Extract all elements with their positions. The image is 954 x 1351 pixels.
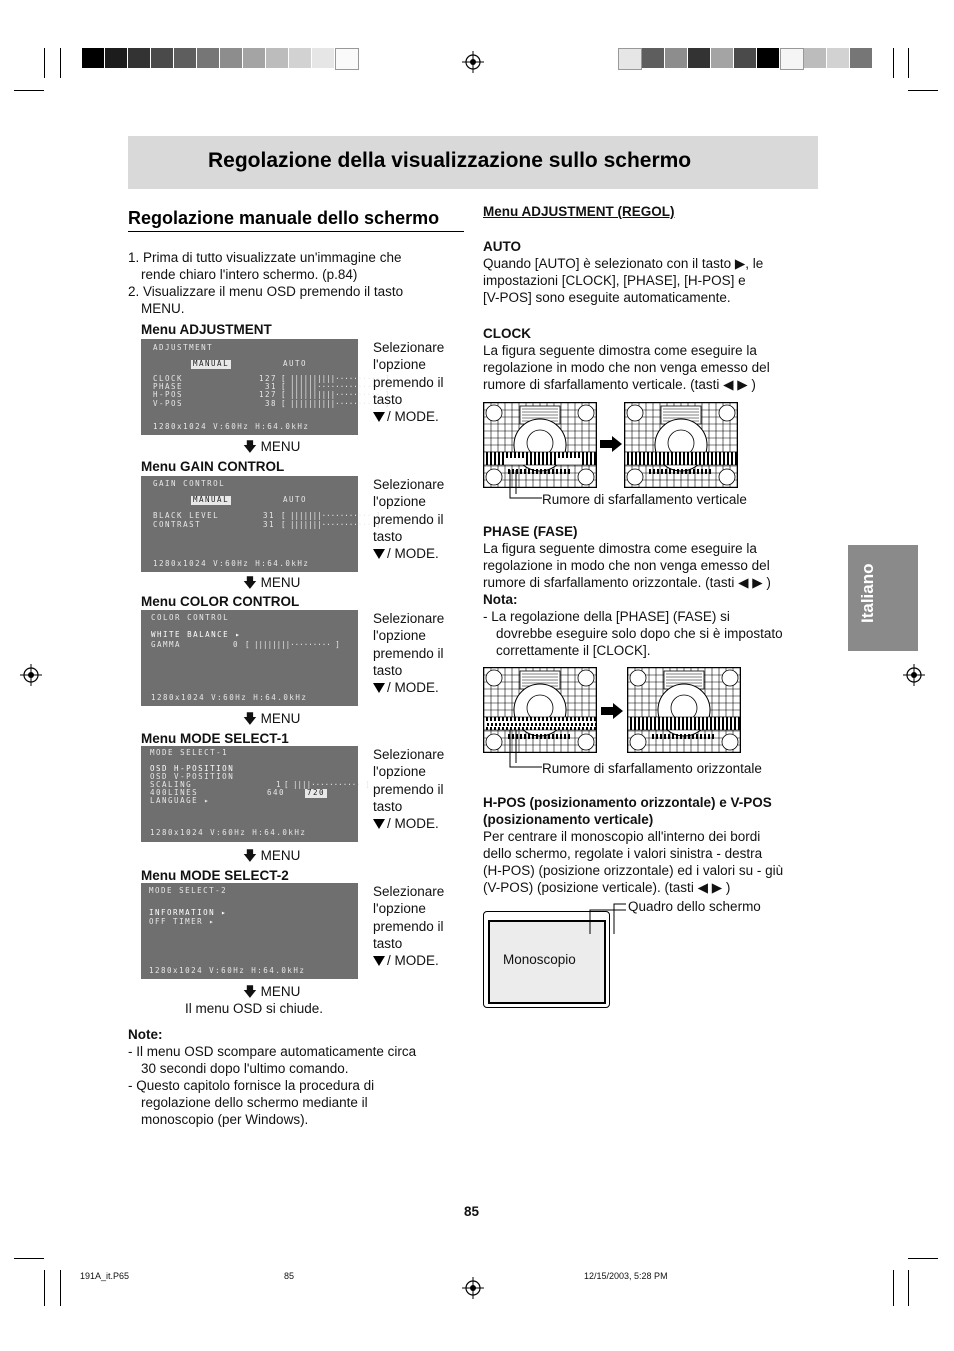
select-line: / MODE. [387, 816, 439, 832]
right-arrow-icon [600, 436, 622, 452]
osd-row-label: CONTRAST [153, 520, 202, 529]
select-line: l'opzione [373, 357, 426, 373]
menu-arrow-label: MENU [260, 439, 301, 454]
osd-screen [141, 476, 381, 572]
clock-line: regolazione in modo che non venga emesso del [483, 360, 770, 375]
osd-row-value: 31 [263, 511, 276, 520]
osd-row-label: PHASE [153, 382, 184, 391]
hpos-line: (H-POS) (posizione orizzontale) ed i valori su - giù [483, 863, 784, 878]
note-line: - Questo capitolo fornisce la procedura di [128, 1078, 375, 1093]
phase-line: La figura seguente dimostra come eseguire la [483, 541, 757, 556]
phase-line: rumore di sfarfallamento orizzontale. (tasti ◀ ▶ ) [483, 575, 771, 590]
registration-mark-icon [903, 664, 925, 686]
osd-row-bar: [ |||||||··········· ] [281, 520, 381, 529]
menu-arrow: 🡇 MENU [243, 848, 301, 863]
down-arrow-icon [373, 549, 385, 559]
step-line: 1. Prima di tutto visualizzate un'immagine che [128, 250, 402, 265]
note-line: - Il menu OSD scompare automaticamente circa [128, 1044, 417, 1059]
osd-header: MODE SELECT-1 [150, 748, 229, 757]
phase-caption: Rumore di sfarfallamento orizzontale [542, 761, 762, 776]
step-line: rende chiaro l'intero schermo. (p.84) [141, 267, 358, 282]
phase-section [483, 523, 828, 659]
menu-arrow-label: MENU [260, 984, 301, 999]
page-number: 85 [464, 1204, 480, 1219]
osd-row-label: BLACK LEVEL [153, 511, 220, 520]
auto-line: impostazioni [CLOCK], [PHASE], [H-POS] e [483, 273, 746, 288]
osd-row-bar: [ |||||||··········· ] [281, 511, 381, 520]
hpos-title: H-POS (posizionamento orizzontale) e V-POS [483, 795, 772, 810]
select-line: l'opzione [373, 901, 426, 917]
osd-row-label: OFF TIMER ▸ [149, 917, 216, 926]
osd-row-label: INFORMATION ▸ [149, 908, 228, 917]
clock-title: CLOCK [483, 326, 531, 341]
auto-line: [V-POS] sono eseguite automaticamente. [483, 290, 731, 305]
select-line: premendo il [373, 645, 444, 661]
clock-line: La figura seguente dimostra come eseguire la [483, 343, 757, 358]
osd-row-value: 0 [233, 640, 240, 649]
osd-row-value: 127 [259, 390, 278, 399]
menu-title: Menu MODE SELECT-2 [141, 868, 289, 883]
osd-row-bar: [ ||||||||········· ] [245, 640, 340, 649]
note-line: 30 secondi dopo l'ultimo comando. [141, 1061, 349, 1076]
select-instruction [373, 883, 463, 969]
osd-header: MODE SELECT-2 [149, 886, 228, 895]
select-line: l'opzione [373, 628, 426, 644]
osd-row-label: H-POS [153, 390, 184, 399]
auto-line: Quando [AUTO] è selezionato con il tasto ▶, le [483, 256, 764, 271]
select-instruction [373, 610, 463, 696]
select-line: Selezionare [373, 884, 445, 899]
osd-close-text: Il menu OSD si chiude. [185, 1001, 324, 1016]
caption-leader-line [588, 900, 628, 936]
osd-row-option-selected: 720 [307, 788, 326, 797]
select-line: Selezionare [373, 747, 445, 762]
hpos-line: dello schermo, regolate i valori sinistra - destra [483, 846, 763, 861]
auto-section [483, 238, 823, 306]
osd-row-label: GAMMA [151, 640, 182, 649]
caption-leader-line [508, 730, 544, 770]
osd-mode-manual: MANUAL [193, 359, 230, 368]
osd-footer: 1280x1024 V:60Hz H:64.0kHz [153, 559, 310, 568]
clock-caption: Rumore di sfarfallamento verticale [542, 492, 747, 507]
select-line: Selezionare [373, 477, 445, 492]
select-line: l'opzione [373, 764, 426, 780]
screen-frame-caption: Quadro dello schermo [628, 899, 761, 914]
auto-title: AUTO [483, 239, 522, 254]
osd-row-label: SCALING [150, 780, 193, 789]
osd-header: GAIN CONTROL [153, 479, 226, 488]
section-divider [128, 231, 464, 232]
caption-leader-line [508, 470, 544, 502]
osd-header: ADJUSTMENT [153, 343, 214, 352]
select-instruction [373, 339, 463, 425]
title-band [128, 136, 818, 189]
osd-row-label: 400LINES [150, 788, 199, 797]
menu-arrow: 🡇 MENU [243, 575, 301, 590]
osd-footer: 1280x1024 V:60Hz H:64.0kHz [151, 693, 308, 702]
hpos-line: Per centrare il monoscopio all'interno dei bordi [483, 829, 761, 844]
osd-row-label: V-POS [153, 399, 184, 408]
select-line: Selezionare [373, 611, 445, 626]
nota-line: correttamente il [CLOCK]. [496, 643, 651, 658]
osd-footer: 1280x1024 V:60Hz H:64.0kHz [149, 966, 306, 975]
notes-title: Note: [128, 1027, 163, 1042]
osd-row-bar: [ ||||||·············· ] [281, 382, 390, 391]
osd-row-label: CLOCK [153, 374, 184, 383]
page-title: Regolazione della visualizzazione sullo schermo [208, 149, 692, 172]
osd-row-value: 1 [276, 780, 283, 789]
select-line: tasto [373, 935, 403, 951]
osd-row-bar: [ ||||||||||·········· ] [281, 374, 390, 383]
select-line: premendo il [373, 781, 444, 797]
osd-row-label: WHITE BALANCE ▸ [151, 630, 242, 639]
phase-title: PHASE (FASE) [483, 524, 578, 539]
language-tab-label: Italiano [858, 563, 877, 623]
osd-row-value: 127 [259, 374, 278, 383]
osd-header: COLOR CONTROL [151, 613, 230, 622]
osd-row-label: OSD V-POSITION [150, 772, 235, 781]
test-pattern-clean [624, 402, 738, 488]
osd-mode-auto: AUTO [283, 359, 308, 368]
osd-row-value: 38 [265, 399, 278, 408]
nota-title: Nota: [483, 592, 518, 607]
select-line: Selezionare [373, 340, 445, 355]
nota-line: - La regolazione della [PHASE] (FASE) si [483, 609, 730, 624]
osd-screen [141, 883, 358, 979]
osd-screen [141, 610, 358, 706]
osd-row-bar: [ ||||||||||·········· ] [281, 399, 390, 408]
select-instruction [373, 476, 463, 562]
clock-line: rumore di sfarfallamento verticale. (tasti ◀ ▶ ) [483, 377, 756, 392]
menu-title: Menu MODE SELECT-1 [141, 731, 289, 746]
timestamp: 12/15/2003, 5:28 PM [584, 1271, 668, 1281]
notes [128, 1026, 464, 1128]
osd-footer: 1280x1024 V:60Hz H:64.0kHz [150, 828, 307, 837]
down-arrow-icon [373, 412, 385, 422]
menu-title: Menu GAIN CONTROL [141, 459, 285, 474]
osd-row-label: OSD H-POSITION [150, 764, 235, 773]
nota-line: dovrebbe eseguire solo dopo che si è impostato [496, 626, 783, 641]
down-arrow-icon [373, 956, 385, 966]
note-line: regolazione dello schermo mediante il [141, 1095, 368, 1110]
menu-arrow: 🡇 MENU [243, 439, 301, 454]
osd-row-bar: [ ||||||||||·········· ] [281, 390, 390, 399]
select-line: premendo il [373, 918, 444, 934]
osd-row-value: 640 [267, 788, 286, 797]
menu-arrow: 🡇 MENU [243, 984, 301, 999]
menu-arrow-label: MENU [260, 711, 301, 726]
select-instruction [373, 746, 463, 832]
calibration-strip-right [618, 48, 873, 68]
language-tab [848, 545, 918, 651]
note-line: monoscopio (per Windows). [141, 1112, 309, 1127]
calibration-strip-left [82, 48, 359, 68]
right-menu-title: Menu ADJUSTMENT (REGOL) [483, 204, 675, 219]
osd-row-value: 31 [263, 520, 276, 529]
hpos-line: (V-POS) (posizione verticale). (tasti ◀ ▶ ) [483, 880, 731, 895]
select-line: tasto [373, 391, 403, 407]
file-page: 85 [284, 1271, 295, 1281]
right-arrow-icon [601, 703, 623, 719]
osd-mode-auto: AUTO [283, 495, 308, 504]
osd-screen [141, 746, 370, 842]
select-line: premendo il [373, 511, 444, 527]
registration-mark-icon [462, 51, 484, 73]
clock-section [483, 325, 823, 393]
osd-row-label: LANGUAGE ▸ [150, 796, 211, 805]
monoscope-label: Monoscopio [503, 952, 576, 967]
osd-row-bar: [ ||||··········· ] [284, 780, 370, 789]
section-title: Regolazione manuale dello schermo [128, 208, 440, 228]
menu-arrow-label: MENU [260, 575, 301, 590]
down-arrow-icon [373, 683, 385, 693]
select-line: tasto [373, 528, 403, 544]
select-line: / MODE. [387, 546, 439, 562]
registration-mark-icon [20, 664, 42, 686]
registration-mark-icon [462, 1277, 484, 1299]
file-name: 191A_it.P65 [80, 1271, 130, 1281]
select-line: / MODE. [387, 409, 439, 425]
down-arrow-icon [373, 819, 385, 829]
select-line: premendo il [373, 374, 444, 390]
step-line: 2. Visualizzare il menu OSD premendo il tasto [128, 284, 404, 299]
select-line: tasto [373, 662, 403, 678]
phase-line: regolazione in modo che non venga emesso del [483, 558, 770, 573]
menu-title: Menu COLOR CONTROL [141, 594, 300, 609]
select-line: / MODE. [387, 680, 439, 696]
osd-row-value: 31 [265, 382, 278, 391]
menu-title: Menu ADJUSTMENT [141, 322, 272, 337]
test-pattern-clean [627, 667, 741, 753]
menu-arrow: 🡇 MENU [243, 711, 301, 726]
select-line: / MODE. [387, 953, 439, 969]
menu-arrow-label: MENU [260, 848, 301, 863]
select-line: tasto [373, 798, 403, 814]
select-line: l'opzione [373, 494, 426, 510]
hpos-title: (posizionamento verticale) [483, 812, 654, 827]
step-1 [128, 249, 464, 317]
hpos-section [483, 794, 828, 896]
osd-mode-manual: MANUAL [193, 495, 230, 504]
step-line: MENU. [141, 301, 185, 316]
osd-footer: 1280x1024 V:60Hz H:64.0kHz [153, 422, 310, 431]
